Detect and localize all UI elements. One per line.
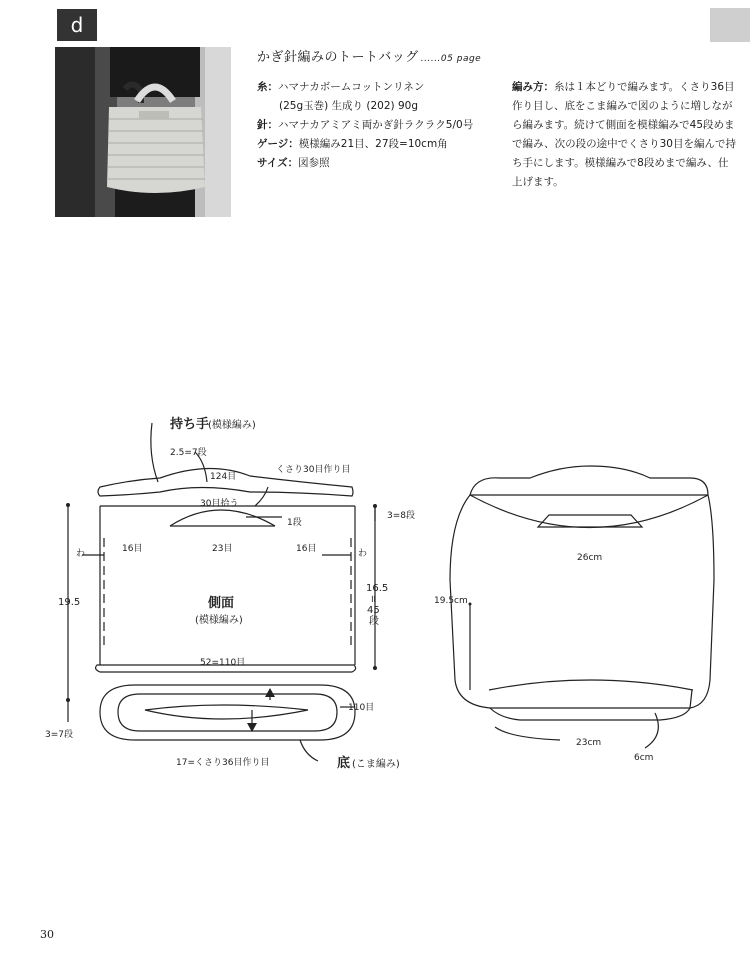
bottom-rows: 3=7段 [45,730,73,740]
chain-start: くさり30目作り目 [276,465,351,475]
spec-size-value: 図参照 [298,157,330,169]
fold-mark-left: わ [76,549,86,559]
bag-top-width: 26cm [577,553,603,563]
base-chain: 17=くさり36目作り目 [176,758,270,768]
page-number: 30 [40,928,54,941]
middle-stitches: 23目 [212,544,233,554]
right-stitches: 16目 [296,544,317,554]
handle-height: 2.5=7段 [170,448,207,458]
base-title: 底 [337,756,351,771]
side-rows: 45 [367,605,380,616]
side-sub: (模様編み) [195,615,243,626]
side-height: 16.5 [366,583,389,594]
base-stitches: 110目 [348,703,375,713]
side-height-eq: ॥ [370,594,376,605]
top-rows: 3=8段 [387,511,415,521]
bottom-width: 52=110目 [200,658,246,668]
method-label: 編み方： [512,81,554,93]
bag-height: 19.5cm [434,596,468,606]
left-stitches: 16目 [122,544,143,554]
base-sub: (こま編み) [352,759,400,770]
pickup-label: 30目拾う [200,499,239,509]
spec-size-label: サイズ： [257,157,299,169]
spec-hook-label: 針： [257,119,278,131]
section-letter-badge: d [57,9,97,41]
spec-yarn-label: 糸： [257,81,278,93]
spec-yarn-value: ハマナカボームコットンリネン [278,81,425,93]
fold-mark-right: わ [358,549,368,559]
side-title: 側面 [208,596,235,611]
right-diagram-lines [450,466,714,748]
total-height: 19.5 [58,597,81,608]
handle-sub: (模様編み) [208,420,256,431]
side-rows-unit: 段 [369,616,379,627]
spec-hook-value: ハマナカアミアミ両かぎ針ラクラク5/0号 [278,119,474,131]
bag-depth: 6cm [634,753,654,763]
row-one-label: 1段 [287,518,302,528]
spec-gauge-value: 模様編み21目、27段=10cm角 [298,138,448,150]
title-page-ref: ......05 page [420,54,482,64]
title-text: かぎ針編みのトートバッグ [257,50,419,65]
right-diagram-marks [469,603,472,606]
spec-gauge-label: ゲージ： [257,138,299,150]
method-text: 糸は１本どりで編みます。くさり36目作り目し、底をこま編みで図のように増しながら編みます。続けて側面を模様編みで45段めまで編み、次の段の途中でくさり30目を編んで持ち手にします。模様編みで8段めまで編み、仕上げます。 [512,81,736,188]
spec-yarn-detail: (25g玉巻) 生成り (202) 90g [279,100,418,112]
handle-width: 124目 [210,472,237,482]
bag-bottom-width: 23cm [576,738,602,748]
handle-title: 持ち手 [170,417,210,432]
